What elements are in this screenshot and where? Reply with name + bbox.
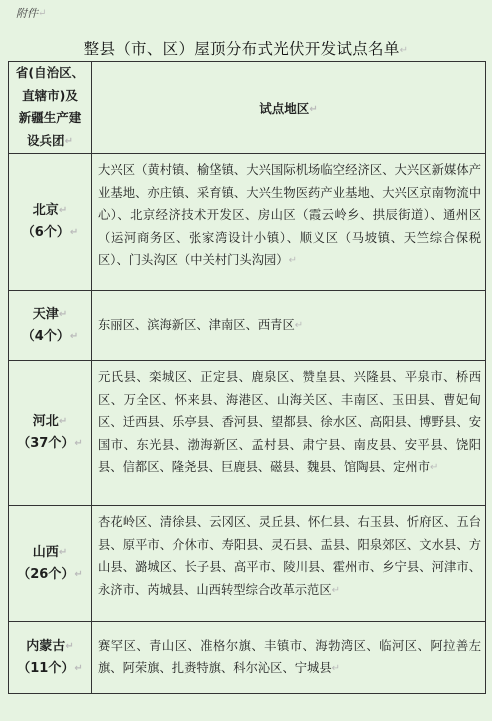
header-province: 省(自治区、 直辖市)及 新疆生产建 设兵团↵ (9, 62, 92, 154)
area-cell: 东丽区、滨海新区、津南区、西青区↵ (92, 291, 486, 361)
table-header-row (9, 62, 486, 154)
table-row (9, 622, 486, 694)
area-cell: 元氏县、栾城区、正定县、鹿泉区、赞皇县、兴隆县、平泉市、桥西区、万全区、怀来县、海港区、山海关区、丰南区、玉田县、曹妃甸区、迁西县、乐亭县、香河县、望都县、徐水区、高阳县、博野县、安国市、东光县、渤海新区、孟村县、肃宁县、南皮县、安平县、饶阳县、信都区、隆尧县、巨鹿县、磁县、魏县、馆陶县、定州市↵ (92, 361, 486, 506)
paragraph-mark-icon: ↵ (38, 8, 47, 19)
table-row (9, 291, 486, 361)
province-cell: 北京↵ （6个）↵ (9, 154, 92, 291)
province-cell: 河北↵ （37个）↵ (9, 361, 92, 506)
pilot-list-table (8, 61, 486, 694)
area-cell: 赛罕区、青山区、准格尔旗、丰镇市、海勃湾区、临河区、阿拉善左旗、阿荣旗、扎赉特旗、科尔沁区、宁城县↵ (92, 622, 486, 694)
table-row (9, 506, 486, 622)
province-cell: 山西↵ （26个）↵ (9, 506, 92, 622)
document-title: 整县（市、区）屋顶分布式光伏开发试点名单↵ (83, 40, 409, 58)
attachment-label: 附件↵ (16, 7, 47, 20)
table-row (9, 361, 486, 506)
province-cell: 内蒙古↵ （11个）↵ (9, 622, 92, 694)
table-row (9, 154, 486, 291)
area-cell: 大兴区（黄村镇、榆垡镇、大兴国际机场临空经济区、大兴区新媒体产业基地、亦庄镇、采育镇、大兴生物医药产业基地、大兴区京南物流中心）、北京经济技术开发区、房山区（霞云岭乡、拱辰街道）、通州区（运河商务区、张家湾设计小镇）、顺义区（马坡镇、天竺综合保税区）、门头沟区（中关村门头沟园）↵ (92, 154, 486, 291)
area-cell: 杏花岭区、清徐县、云冈区、灵丘县、怀仁县、右玉县、忻府区、五台县、原平市、介休市、寿阳县、灵石县、盂县、阳泉郊区、文水县、方山县、潞城区、长子县、高平市、陵川县、霍州市、乡宁县、河津市、永济市、芮城县、山西转型综合改革示范区↵ (92, 506, 486, 622)
paragraph-mark-icon: ↵ (399, 45, 409, 56)
header-area: 试点地区↵ (92, 62, 486, 154)
province-cell: 天津↵ （4个）↵ (9, 291, 92, 361)
